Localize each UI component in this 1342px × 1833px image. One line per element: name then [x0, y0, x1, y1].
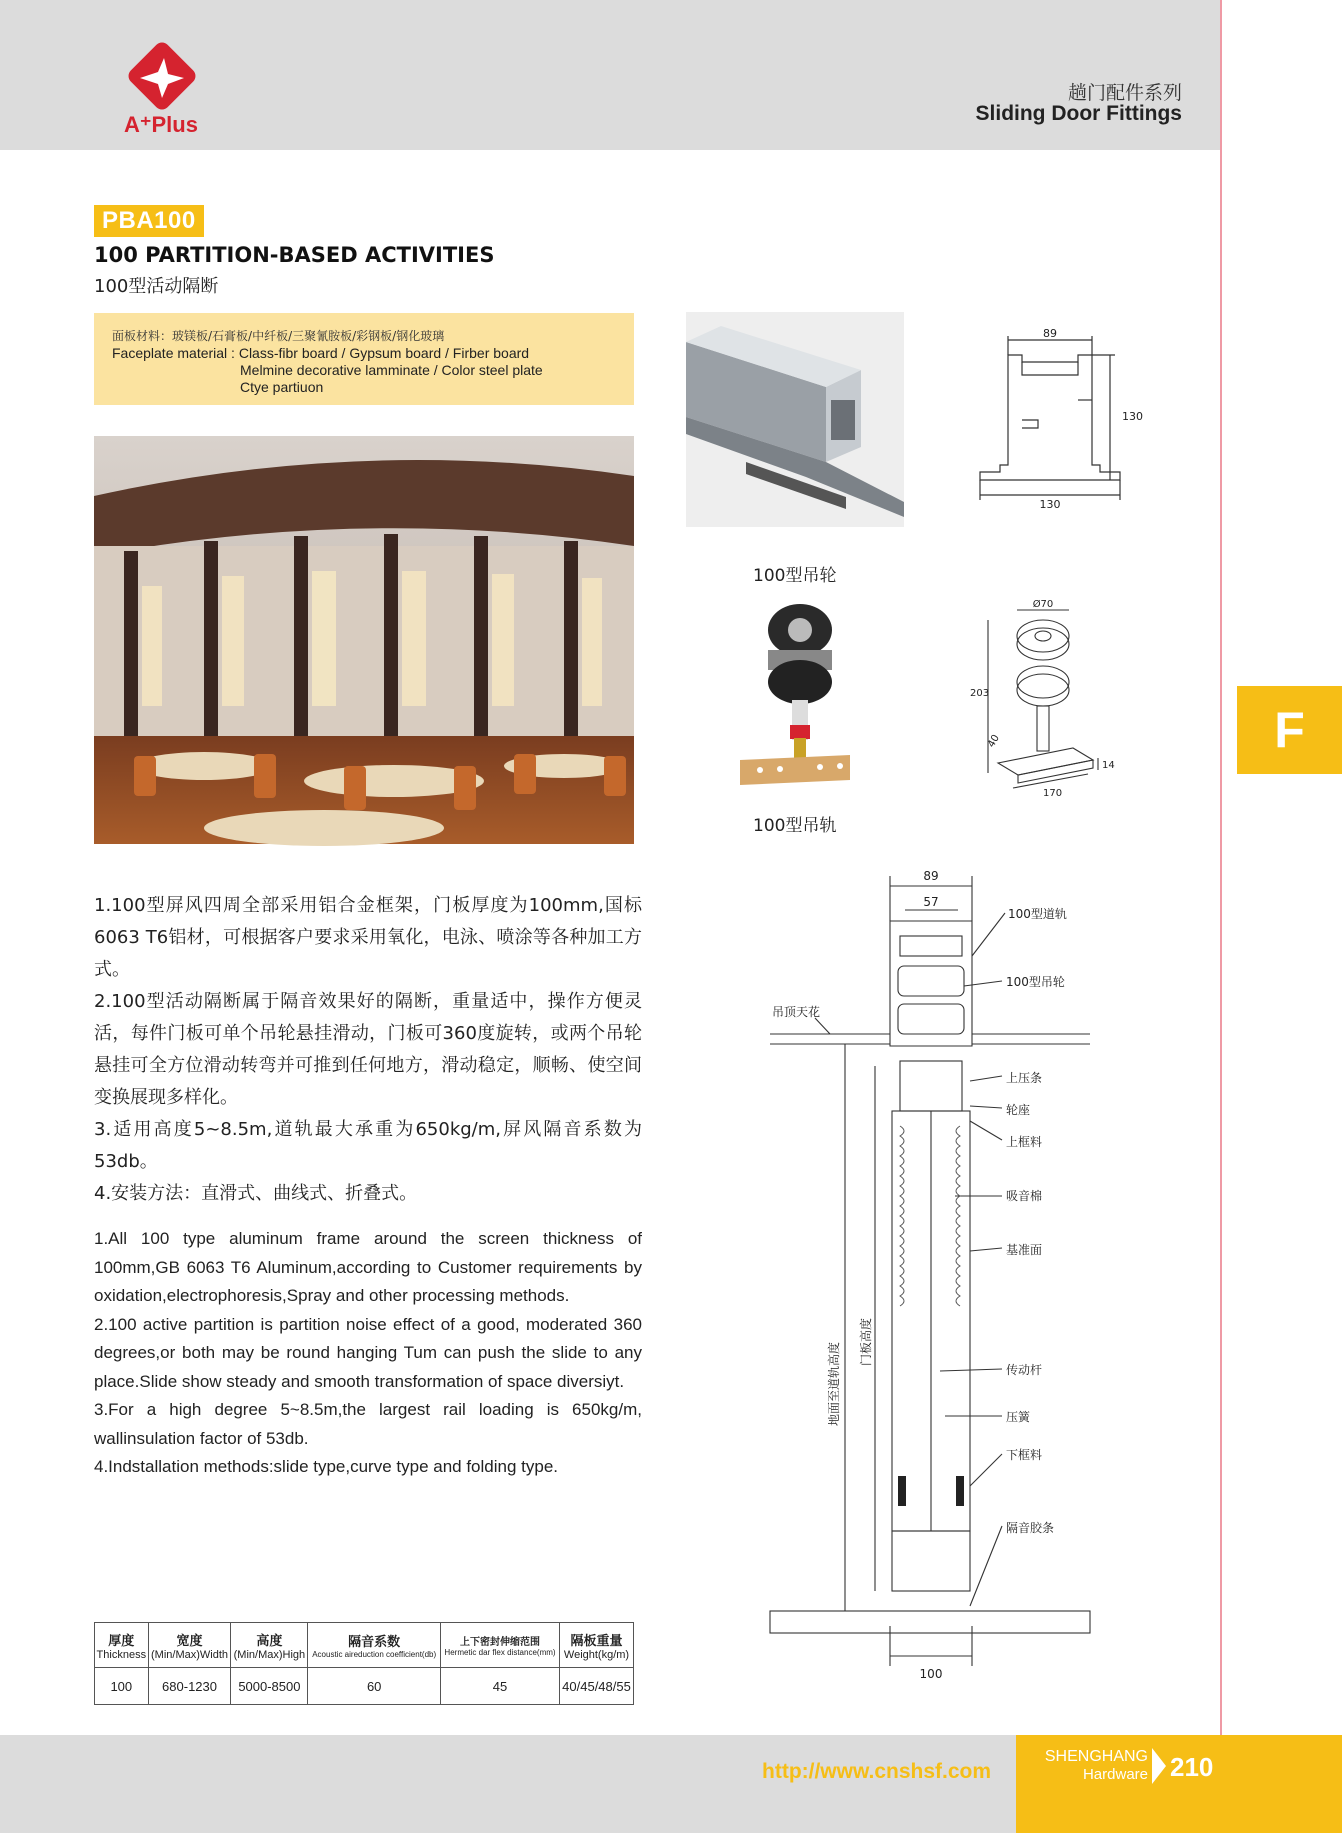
- spec-header-acoustic: 隔音系数 Acoustic aireduction coefficient(db): [308, 1623, 441, 1668]
- label-rod: 传动杆: [1006, 1363, 1043, 1377]
- label-wheel-seat: 轮座: [1006, 1103, 1031, 1117]
- footer-url-link[interactable]: http://www.cnshsf.com: [762, 1760, 992, 1783]
- label-wheel-section: 100型吊轮: [1006, 975, 1065, 989]
- spec-cell-acoustic: 60: [308, 1668, 441, 1705]
- spec-table: [94, 1622, 634, 1705]
- series-title-cn: 趟门配件系列: [1067, 82, 1182, 104]
- spec-table-header: [95, 1623, 634, 1668]
- spec-header-thickness: 厚度 Thickness: [95, 1623, 149, 1668]
- spec-cell-seal: 45: [440, 1668, 559, 1705]
- track-label: 100型吊轨: [753, 816, 837, 836]
- material-en: [112, 345, 543, 396]
- description-cn-4: 4.安装方法：直滑式、曲线式、折叠式。: [94, 1183, 418, 1204]
- label-spring: 压簧: [1006, 1410, 1031, 1424]
- product-title-en: 100 PARTITION-BASED ACTIVITIES: [94, 243, 495, 267]
- rail-dim-bottom: 130: [1039, 498, 1061, 511]
- description-cn: [94, 890, 642, 1210]
- label-door-height: 门板高度: [859, 1317, 873, 1366]
- label-rail: 100型道轨: [1008, 907, 1067, 921]
- table-row: [95, 1668, 634, 1705]
- spec-header-height: 高度 (Min/Max)High: [231, 1623, 308, 1668]
- label-top-frame: 上框料: [1006, 1135, 1043, 1149]
- section-dim-w1: 89: [923, 869, 939, 883]
- spec-header-weight: 隔板重量 Weight(kg/m): [560, 1623, 634, 1668]
- label-ceiling: 吊顶天花: [772, 1005, 821, 1019]
- logo-text: A⁺Plus: [124, 112, 198, 137]
- footer-brand-sub: Hardware: [1082, 1766, 1148, 1783]
- footer-arrow-icon: [1152, 1748, 1166, 1784]
- footer-brand-name: SHENGHANG: [1044, 1748, 1148, 1765]
- label-sound-cotton: 吸音棉: [1006, 1189, 1043, 1203]
- description-cn-1: 1.100型屏风四周全部采用铝合金框架，门板厚度为100mm,国标6063 T6铝材，可根据客户要求采用氧化，电泳、喷涂等各种加工方式。: [94, 895, 642, 980]
- spec-cell-thickness: 100: [95, 1668, 149, 1705]
- wheel-dim-dia: Ø70: [1032, 599, 1054, 610]
- label-bottom-frame: 下框料: [1006, 1448, 1043, 1462]
- spec-cell-height: 5000-8500: [231, 1668, 308, 1705]
- spec-header-seal: 上下密封伸缩范围 Hermetic dar flex distance(mm): [440, 1623, 559, 1668]
- spec-cell-width: 680-1230: [148, 1668, 231, 1705]
- description-en-3: 3.For a high degree 5~8.5m,the largest rail loading is 650kg/m, wallinsulation factor of 53db.: [94, 1400, 642, 1448]
- description-en: [94, 1225, 642, 1482]
- series-title-en: Sliding Door Fittings: [975, 102, 1182, 125]
- margin-rule: [1220, 0, 1222, 1833]
- product-title-cn: 100型活动隔断: [94, 276, 219, 297]
- section-dim-base: 100: [919, 1667, 943, 1681]
- material-en-line3: Ctye partiuon: [240, 379, 324, 395]
- wheel-drawing: [968, 598, 1118, 798]
- description-en-4: 4.Indstallation methods:slide type,curve type and folding type.: [94, 1457, 559, 1476]
- hall-photo: [94, 436, 634, 844]
- label-floor-height: 地面至道轨高度: [827, 1341, 841, 1426]
- rail-photo: [686, 312, 904, 527]
- label-press-strip: 上压条: [1006, 1071, 1043, 1085]
- wheel-dim-angle: 40: [986, 732, 1002, 750]
- material-en-line1: Faceplate material : Class-fibr board / Gypsum board / Firber board: [112, 345, 530, 361]
- spec-header-width: 宽度 (Min/Max)Width: [148, 1623, 231, 1668]
- rail-section-drawing: [960, 327, 1143, 511]
- description-cn-3: 3.适用高度5~8.5m,道轨最大承重为650kg/m,屏风隔音系数为53db。: [94, 1119, 642, 1172]
- footer-brand: [1030, 1748, 1148, 1784]
- section-tab: F: [1237, 686, 1342, 774]
- description-cn-2: 2.100型活动隔断属于隔音效果好的隔断，重量适中，操作方便灵活，每件门板可单个吊轮悬挂滑动，门板可360度旋转，或两个吊轮悬挂可全方位滑动转弯并可推到任何地方，滑动稳定，顺畅、使空间变换展现多样化。: [94, 991, 642, 1108]
- section-dim-w2: 57: [923, 895, 939, 909]
- wheel-dim-thk: 14: [1102, 760, 1115, 771]
- label-datum: 基准面: [1006, 1243, 1043, 1257]
- rail-dim-side: 130: [1122, 410, 1143, 423]
- material-en-line2: Melmine decorative lamminate / Color steel plate: [240, 362, 543, 378]
- label-seal: 隔音胶条: [1006, 1521, 1055, 1535]
- material-box: [94, 313, 634, 405]
- partition-section-drawing: [770, 866, 1120, 1686]
- description-en-1: 1.All 100 type aluminum frame around the screen thickness of 100mm,GB 6063 T6 Aluminum,according to Customer requirements by oxidation,electrophoresis,Spray and other processing methods.: [94, 1229, 642, 1305]
- wheel-label: 100型吊轮: [753, 566, 837, 586]
- wheel-dim-height: 203: [970, 688, 990, 699]
- wheel-photo: [730, 600, 860, 795]
- description-en-2: 2.100 active partition is partition noise effect of a good, moderated 360 degrees,or both may be round hanging Tum can push the slide to any place.Slide show steady and smooth transformation of space diversiyt.: [94, 1314, 642, 1391]
- wheel-dim-base: 170: [1043, 788, 1063, 799]
- rail-dim-top: 89: [1043, 327, 1057, 340]
- material-cn: 面板材料：玻镁板/石膏板/中纤板/三聚氰胺板/彩钢板/钢化玻璃: [112, 329, 445, 343]
- spec-cell-weight: 40/45/48/55: [560, 1668, 634, 1705]
- model-tag: PBA100: [94, 205, 204, 237]
- page-number: 210: [1170, 1752, 1214, 1782]
